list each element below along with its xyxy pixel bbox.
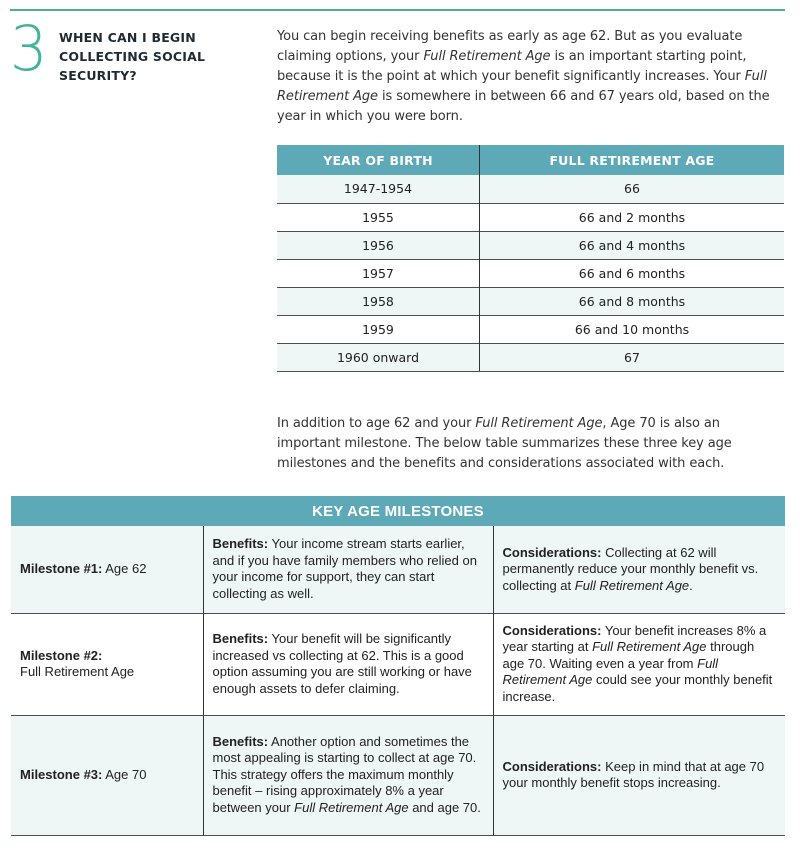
considerations-cell: Considerations: Collecting at 62 will permanently reduce your monthly benefit vs. collecting at Full Retirement Age. [493,526,785,613]
considerations-cell: Considerations: Keep in mind that at age 70 your monthly benefit stops increasing. [493,715,785,835]
year-of-birth-cell: 1956 [277,231,479,259]
table-row [277,203,784,231]
retirement-age-cell: 66 and 4 months [479,231,784,259]
year-of-birth-cell: 1958 [277,287,479,315]
year-of-birth-cell: 1959 [277,315,479,343]
table-row [277,259,784,287]
retirement-age-cell: 66 [479,175,784,203]
table-row [277,315,784,343]
milestone-label-cell: Milestone #3: Age 70 [11,715,203,835]
section-title: WHEN CAN I BEGIN COLLECTING SOCIAL SECURITY? [59,30,206,83]
retirement-age-cell: 66 and 6 months [479,259,784,287]
column-header-year-of-birth: YEAR OF BIRTH [277,145,479,175]
retirement-age-cell: 66 and 10 months [479,315,784,343]
intro-paragraph: You can begin receiving benefits as early as age 62. But as you evaluate claiming options, your Full Retirement Age is an important starting point, because it is the point at which your benefit significantly increases. Your Full Retirement Age is somewhere in between 66 and 67 years old, based on the year in which you were born. [277,29,770,124]
milestone-row [11,526,785,613]
table-row [277,287,784,315]
table-row [277,231,784,259]
milestones-intro-paragraph: In addition to age 62 and your Full Retirement Age, Age 70 is also an important milestone. The below table summarizes these three key age milestones and the benefits and considerations associated with each. [277,416,732,471]
benefits-cell: Benefits: Your benefit will be significantly increased vs collecting at 62. This is a good option assuming you are still working or have enough assets to defer claiming. [203,613,493,715]
milestone-label-cell: Milestone #1: Age 62 [11,526,203,613]
year-of-birth-cell: 1947-1954 [277,175,479,203]
year-of-birth-cell: 1955 [277,203,479,231]
table-row [277,175,784,203]
table-header-row [277,145,784,175]
milestone-row [11,613,785,715]
year-of-birth-cell: 1957 [277,259,479,287]
key-age-milestones-table [11,496,785,836]
year-of-birth-cell: 1960 onward [277,343,479,371]
benefits-cell: Benefits: Another option and sometimes the most appealing is starting to collect at age 70. This strategy offers the maximum monthly benefit – rising approximately 8% a year between your Full Retirement Age and age 70. [203,715,493,835]
column-header-full-retirement-age: FULL RETIREMENT AGE [479,145,784,175]
milestone-label-cell: Milestone #2: Full Retirement Age [11,613,203,715]
table-row [277,343,784,371]
retirement-age-cell: 66 and 8 months [479,287,784,315]
top-divider [10,9,785,11]
retirement-age-cell: 67 [479,343,784,371]
milestones-table-title: KEY AGE MILESTONES [11,496,785,526]
section-number: 3 [10,12,46,85]
retirement-age-cell: 66 and 2 months [479,203,784,231]
benefits-cell: Benefits: Your income stream starts earlier, and if you have family members who relied on your income for support, they can start collecting as well. [203,526,493,613]
milestone-row [11,715,785,835]
full-retirement-age-table [277,145,784,372]
considerations-cell: Considerations: Your benefit increases 8% a year starting at Full Retirement Age through age 70. Waiting even a year from Full Retirement Age could see your monthly benefit increase. [493,613,785,715]
